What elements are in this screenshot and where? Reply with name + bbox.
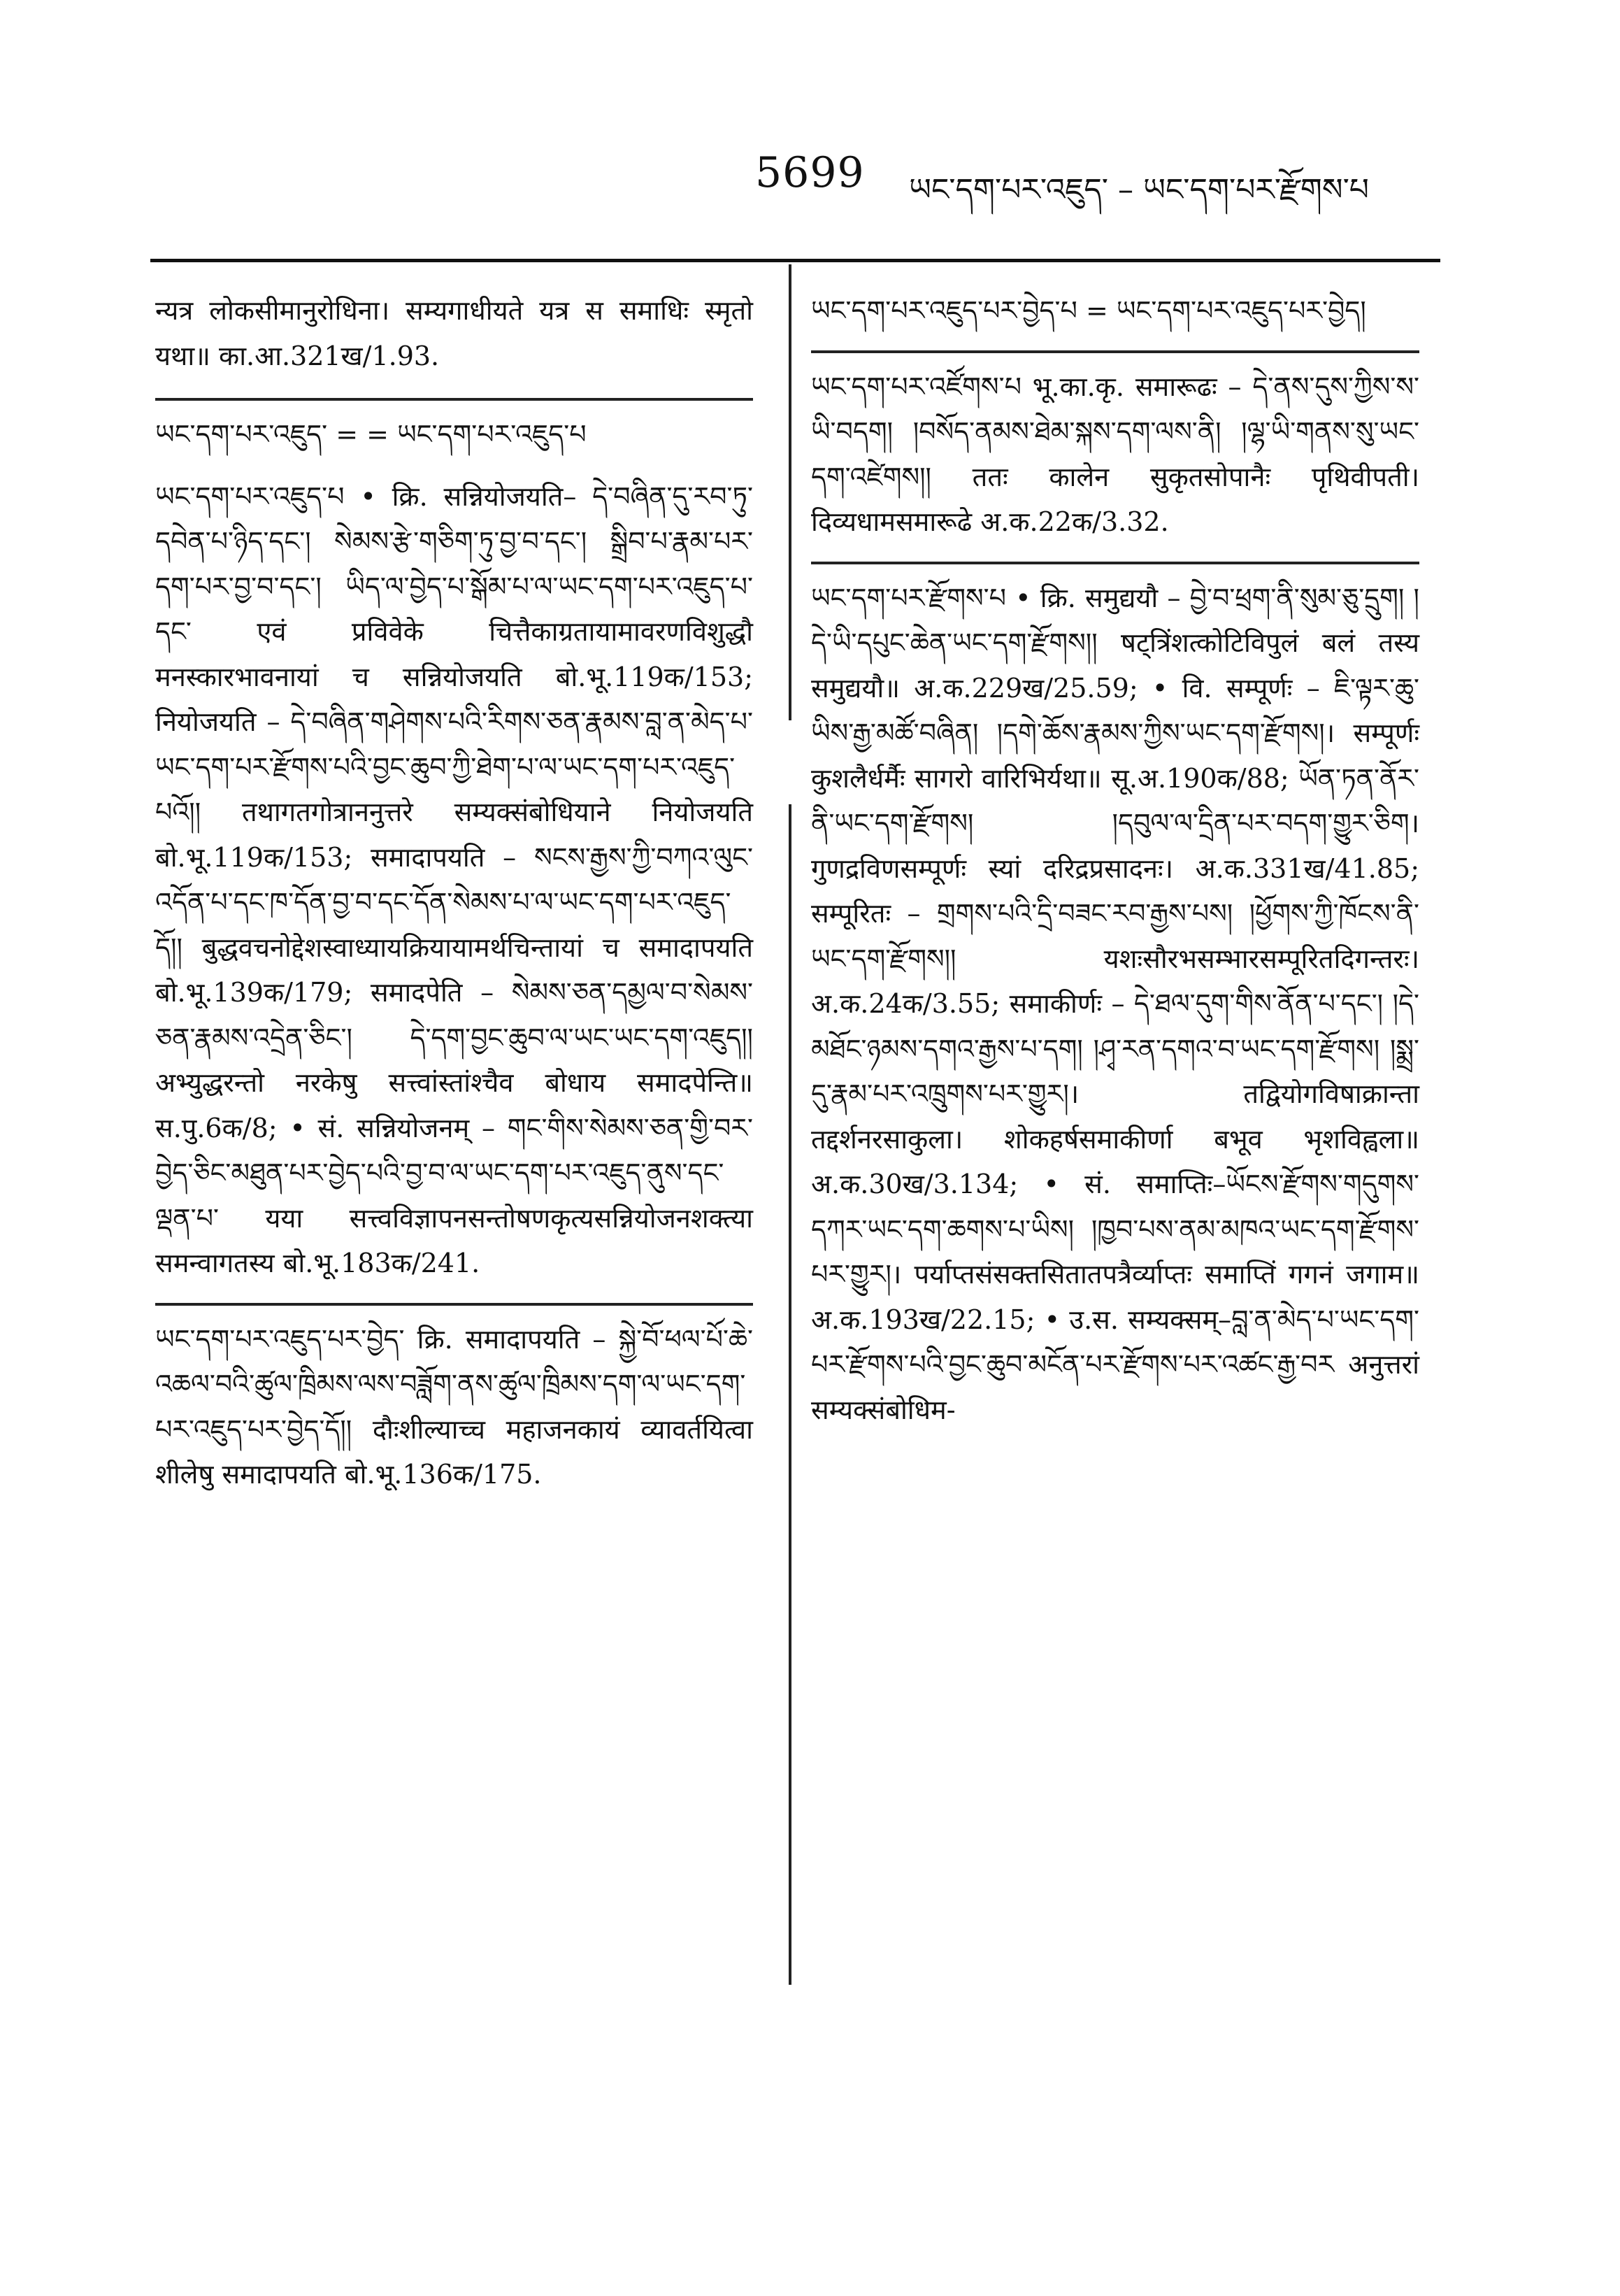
right-column xyxy=(811,288,1419,1449)
entry-separator xyxy=(155,398,753,401)
column-divider-gap xyxy=(784,720,796,804)
dictionary-entry: ཡང་དག་པར་འཇུད་པ • क्रि. सन्नियोजयति– དེ་བཞིན་དུ་རབ་ཏུ་དབེན་པ་ཉིད་དང་། སེམས་རྩེ་གཅིག་ཏུ་བྱ་བ་དང་། སྒྲིབ་པ་རྣམ་པར་དག་པར་བྱ་བ་དང་། ཡིད་ལ་བྱེད་པ་སྒོམ་པ་ལ་ཡང་དག་པར་འཇུད་པ་དང་ एवं प्रविवेके चित्तैकाग्रतायामावरणविशुद्धौ मनस्कारभावनायां च सन्नियोजयति बो.भू.119क/153; नियोजयति – དེ་བཞིན་གཤེགས་པའི་རིགས་ཅན་རྣམས་བླ་ན་མེད་པ་ཡང་དག་པར་རྫོགས་པའི་བྱང་ཆུབ་ཀྱི་ཐེག་པ་ལ་ཡང་དག་པར་འཇུད་པའོ།། तथागतगोत्राननुत्तरे सम्यक्संबोधियाने नियोजयति बो.भू.119क/153; समादापयति – སངས་རྒྱས་ཀྱི་བཀའ་ལུང་འདོན་པ་དང་ཁ་དོན་བྱ་བ་དང་དོན་སེམས་པ་ལ་ཡང་དག་པར་འཇུད་དོ།། बुद्धवचनोद्देशस्वाध्यायक्रियायामर्थचिन्तायां च समादापयति बो.भू.139क/179; समादपेति – སེམས་ཅན་དམྱལ་བ་སེམས་ཅན་རྣམས་འདྲེན་ཅིང་། དེ་དག་བྱང་ཆུབ་ལ་ཡང་ཡང་དག་འཇུད།། अभ्युद्धरन्तो नरकेषु सत्त्वांस्तांश्चैव बोधाय समादपेन्ति॥ स.पु.6क/8; • सं. सन्नियोजनम् – གང་གིས་སེམས་ཅན་གྱི་བར་བྱེད་ཅིང་མཐུན་པར་བྱེད་པའི་བྱ་བ་ལ་ཡང་དག་པར་འཇུད་ནུས་དང་ལྡན་པ་ यया सत्त्वविज्ञापनसन्तोषणकृत्यसन्नियोजनशक्त्या समन्वागतस्य बो.भू.183क/241. xyxy=(155,480,753,1278)
entry-separator xyxy=(811,562,1419,564)
dictionary-entry: ཡང་དག་པར་འཇུད་ = = ཡང་དག་པར་འཇུད་པ xyxy=(155,419,587,450)
left-column xyxy=(155,288,753,1514)
dictionary-entry: ཡང་དག་པར་འཇུད་པར་བྱེད་པ = ཡང་དག་པར་འཇུད་པར་བྱེད། xyxy=(811,295,1366,326)
dictionary-entry: ཡང་དག་པར་འཇུད་པར་བྱེད་ क्रि. समादापयति – སྐྱེ་བོ་ཕལ་པོ་ཆེ་འཆལ་བའི་ཚུལ་ཁྲིམས་ལས་བཟློག་ནས་ཚུལ་ཁྲིམས་དག་ལ་ཡང་དག་པར་འཇུད་པར་བྱེད་དོ།། दौःशील्याच्च महाजनकायं व्यावर्तयित्वा शीलेषु समादापयति बो.भू.136क/175. xyxy=(155,1323,753,1490)
dictionary-entry: ཡང་དག་པར་རྫོགས་པ • क्रि. समुद्ययौ – བྱེ་བ་ཕྲག་ནི་སུམ་ཅུ་དྲུག། །དེ་ཡི་དཔུང་ཆེན་ཡང་དག་རྫོགས།། षट्त्रिंशत्कोटिविपुलं बलं तस्य समुद्ययौ॥ अ.क.229ख/25.59; • वि. सम्पूर्णः – ཇི་ལྟར་ཆུ་ཡིས་རྒྱ་མཚོ་བཞིན། །དགེ་ཆོས་རྣམས་ཀྱིས་ཡང་དག་རྫོགས།। सम्पूर्णः कुशलैर्धर्मैः सागरो वारिभिर्यथा॥ सू.अ.190क/88; ཡོན་ཏན་ནོར་ནི་ཡང་དག་རྫོགས། །དབུལ་ལ་དྲིན་པར་བདག་གྱུར་ཅིག। गुणद्रविणसम्पूर्णः स्यां दरिद्रप्रसादनः। अ.क.331ख/41.85; सम्पूरितः – གྲགས་པའི་དྲི་བཟང་རབ་རྒྱས་པས། །ཕྱོགས་ཀྱི་ཁོངས་ནི་ཡང་དག་རྫོགས།། यशःसौरभसम्भारसम्पूरितदिगन्तरः। अ.क.24क/3.55; समाकीर्णः – དེ་ཐལ་དུག་གིས་ནོན་པ་དང་། །དེ་མཐོང་ཉམས་དགའ་རྒྱས་པ་དག། །ཤྭ་རན་དགའ་བ་ཡང་དག་རྫོགས། །སྨྲ་དུ་རྣམ་པར་འཁྲུགས་པར་གྱུར།। तद्वियोगविषाक्रान्ता तद्दर्शनरसाकुला। शोकहर्षसमाकीर्णा बभूव भृशविह्वला॥ अ.क.30ख/3.134; • सं. समाप्तिः–ཡོངས་རྫོགས་གདུགས་དཀར་ཡང་དག་ཆགས་པ་ཡིས། །ཁྱབ་པས་ནམ་མཁའ་ཡང་དག་རྫོགས་པར་གྱུར།। पर्याप्तसंसक्तसितातपत्रैर्व्याप्तः समाप्तिं गगनं जगाम॥ अ.क.193ख/22.15; • उ.स. सम्यक्सम्–བླ་ན་མེད་པ་ཡང་དག་པར་རྫོགས་པའི་བྱང་ཆུབ་མངོན་པར་རྫོགས་པར་འཚང་རྒྱ་བར अनुत्तरां सम्यक्संबोधिम- xyxy=(811,582,1419,1425)
entry-separator xyxy=(155,1303,753,1306)
entry-continuation: न्यत्र लोकसीमानुरोधिना। सम्यगाधीयते यत्र स समाधिः स्मृतो यथा॥ का.आ.321ख/1.93. xyxy=(155,295,753,371)
header-rule xyxy=(150,259,1440,262)
column-divider xyxy=(789,264,791,1985)
dictionary-entry: ཡང་དག་པར་འཛོགས་པ भू.का.कृ. समारूढः – དེ་ནས་དུས་ཀྱིས་ས་ཡི་བདག། །བསོད་ནམས་ཐེམ་སྐས་དག་ལས་ནི། །ལྷ་ཡི་གནས་སུ་ཡང་དག་འཛེགས།། ततः कालेन सुकृतसोपानैः पृथिवीपती। दिव्यधामसमारूढे अ.क.22क/3.32. xyxy=(811,371,1419,537)
running-head: ཡང་དག་པར་འཇུད་ – ཡང་དག་པར་རྫོགས་པ xyxy=(909,172,1370,208)
entry-separator xyxy=(811,350,1419,353)
page-number: 5699 xyxy=(755,148,865,197)
